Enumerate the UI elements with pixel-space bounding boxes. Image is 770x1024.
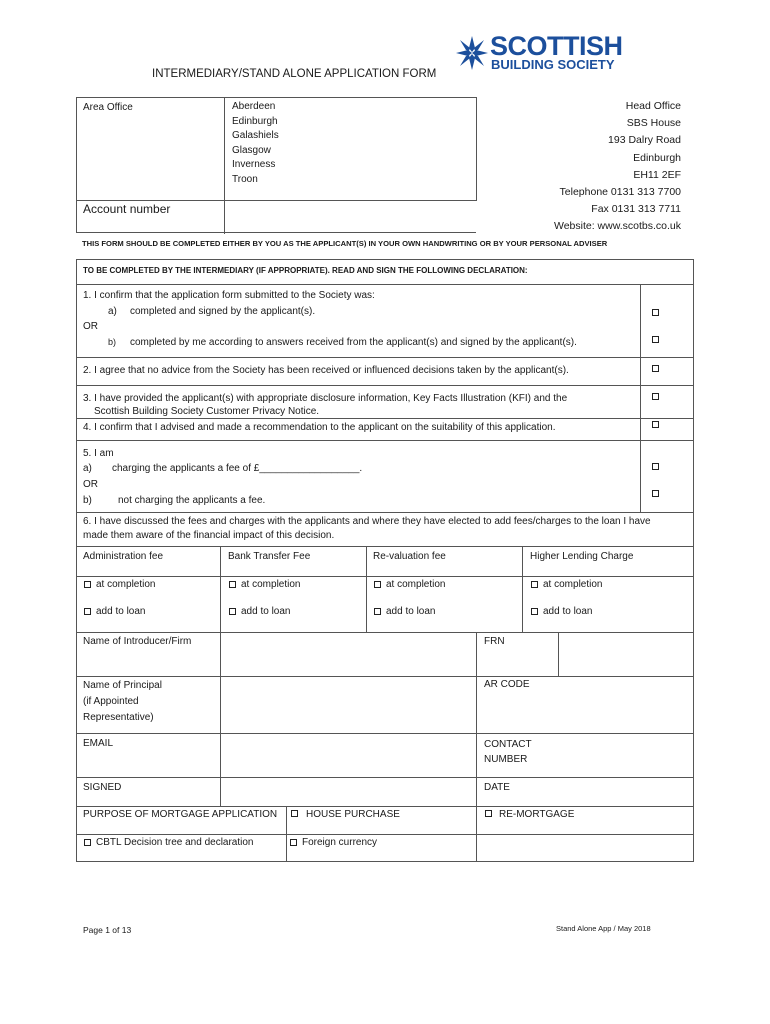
fee-header-bank-transfer: Bank Transfer Fee	[228, 551, 311, 562]
item-4-checkbox[interactable]	[652, 421, 659, 428]
item-5b-text: not charging the applicants a fee.	[118, 495, 266, 506]
completion-notice: THIS FORM SHOULD BE COMPLETED EITHER BY YOU AS THE APPLICANT(S) IN YOUR OWN HANDWRITING OR BY YOUR PERSONAL ADVISER	[82, 239, 608, 248]
admin-completion-checkbox[interactable]	[84, 581, 91, 588]
head-office-line: EH11 2EF	[633, 168, 681, 181]
introducer-input[interactable]	[221, 634, 475, 676]
foreign-currency-checkbox[interactable]	[290, 839, 297, 846]
office-item: Galashiels	[232, 130, 279, 141]
declaration-item-2: 2. I agree that no advice from the Society has been received or influenced decisions taken by the applicant(s).	[83, 365, 569, 376]
page-number: Page 1 of 13	[83, 925, 132, 935]
email-label: EMAIL	[83, 738, 114, 749]
head-office-line: Telephone 0131 313 7700	[559, 186, 681, 199]
declaration-heading: TO BE COMPLETED BY THE INTERMEDIARY (IF APPROPRIATE). READ AND SIGN THE FOLLOWING DECLARATION:	[83, 266, 528, 275]
remortgage-label: RE-MORTGAGE	[499, 809, 575, 820]
option-label: at completion	[386, 579, 446, 590]
principal-label	[83, 678, 162, 726]
item-2-checkbox[interactable]	[652, 365, 659, 372]
option-label: add to loan	[386, 606, 436, 617]
option-label: add to loan	[241, 606, 291, 617]
principal-input[interactable]	[221, 677, 475, 733]
signature-input[interactable]	[221, 778, 475, 806]
item-3-checkbox[interactable]	[652, 393, 659, 400]
declaration-item-5: 5. I am	[83, 448, 114, 459]
principal-label-line: Representative)	[83, 712, 154, 723]
reval-add-to-loan-checkbox[interactable]	[374, 608, 381, 615]
foreign-currency-label: Foreign currency	[302, 837, 378, 848]
item-1a-text: completed and signed by the applicant(s).	[130, 306, 316, 317]
admin-add-to-loan-checkbox[interactable]	[84, 608, 91, 615]
item-1b-checkbox[interactable]	[652, 336, 659, 343]
head-office-address	[490, 98, 681, 236]
office-item: Glasgow	[232, 144, 271, 156]
item-5b-checkbox[interactable]	[652, 490, 659, 497]
date-label: DATE	[484, 782, 510, 793]
declaration-item-3-line-1: 3. I have provided the applicant(s) with appropriate disclosure information, Key Facts Illustration (KFI) and the	[83, 393, 568, 404]
declaration-item-3-line-2: Scottish Building Society Customer Privacy Notice.	[94, 406, 320, 417]
principal-label-line: (if Appointed	[83, 696, 139, 707]
item-5b-letter: b)	[83, 495, 92, 506]
bank-completion-checkbox[interactable]	[229, 581, 236, 588]
option-label: at completion	[96, 579, 156, 590]
item-5a-letter: a)	[83, 463, 92, 474]
head-office-line: Edinburgh	[633, 151, 681, 164]
saltire-star-icon	[454, 34, 490, 72]
purpose-label: PURPOSE OF MORTGAGE APPLICATION	[83, 809, 278, 820]
introducer-label: Name of Introducer/Firm	[83, 636, 192, 647]
option-label: add to loan	[543, 606, 593, 617]
item-5a-text: charging the applicants a fee of £__________________.	[112, 463, 363, 474]
hlc-completion-checkbox[interactable]	[531, 581, 538, 588]
account-number-field[interactable]	[226, 202, 476, 234]
hlc-add-to-loan-checkbox[interactable]	[531, 608, 538, 615]
contact-number-label	[484, 737, 532, 767]
head-office-line: Fax 0131 313 7711	[591, 203, 681, 216]
office-item: Inverness	[232, 159, 276, 170]
frn-input[interactable]	[559, 634, 693, 676]
house-purchase-label: HOUSE PURCHASE	[306, 809, 400, 820]
principal-label-line: Name of Principal	[83, 680, 162, 691]
logo-line-1: SCOTTISH	[490, 31, 623, 61]
reval-completion-checkbox[interactable]	[374, 581, 381, 588]
account-number-label: Account number	[83, 202, 171, 216]
option-label: at completion	[241, 579, 301, 590]
declaration-item-1: 1. I confirm that the application form submitted to the Society was:	[83, 290, 375, 301]
frn-label: FRN	[484, 636, 505, 647]
bank-add-to-loan-checkbox[interactable]	[229, 608, 236, 615]
contact-label-line: NUMBER	[484, 754, 528, 765]
contact-label-line: CONTACT	[484, 739, 532, 750]
item-1b-text: completed by me according to answers received from the applicant(s) and signed by the applicant(s).	[130, 337, 577, 348]
option-label: at completion	[543, 579, 603, 590]
fee-header-revaluation: Re-valuation fee	[373, 551, 446, 562]
logo-line-2: BUILDING SOCIETY	[491, 57, 615, 72]
fee-header-admin: Administration fee	[83, 551, 164, 562]
office-item: Troon	[232, 173, 258, 185]
ar-code-input[interactable]	[477, 690, 693, 733]
cbtl-label: CBTL Decision tree and declaration	[96, 837, 254, 848]
ar-code-label: AR CODE	[484, 679, 530, 690]
contact-number-input[interactable]	[540, 734, 693, 777]
or-text: OR	[83, 479, 98, 490]
head-office-line: SBS House	[626, 117, 681, 130]
fee-header-higher-lending: Higher Lending Charge	[530, 551, 634, 562]
declaration-item-6-line-1: 6. I have discussed the fees and charges with the applicants and where they have elected to add fees/charges to the loan I have	[83, 516, 651, 527]
remortgage-checkbox[interactable]	[485, 810, 492, 817]
head-office-line: Head Office	[625, 100, 681, 112]
signed-label: SIGNED	[83, 782, 122, 793]
declaration-item-6-line-2: made them aware of the financial impact of this decision.	[83, 530, 335, 541]
area-office-label: Area Office	[83, 102, 133, 113]
scottish-building-society-logo	[454, 32, 624, 76]
item-5a-checkbox[interactable]	[652, 463, 659, 470]
document-reference: Stand Alone App / May 2018	[556, 924, 651, 933]
head-office-line: 193 Dalry Road	[608, 134, 681, 147]
form-title: INTERMEDIARY/STAND ALONE APPLICATION FORM	[152, 68, 437, 80]
cbtl-checkbox[interactable]	[84, 839, 91, 846]
date-input[interactable]	[520, 778, 693, 806]
email-input[interactable]	[221, 734, 475, 777]
office-list	[232, 100, 279, 187]
or-text: OR	[83, 321, 98, 332]
option-label: add to loan	[96, 606, 146, 617]
office-item: Aberdeen	[232, 101, 276, 112]
declaration-item-4: 4. I confirm that I advised and made a recommendation to the applicant on the suitability of this application.	[83, 422, 556, 433]
house-purchase-checkbox[interactable]	[291, 810, 298, 817]
item-1a-letter: a)	[108, 306, 117, 317]
item-1b-letter: b)	[108, 337, 117, 347]
item-1a-checkbox[interactable]	[652, 309, 659, 316]
office-item: Edinburgh	[232, 115, 278, 127]
head-office-line: Website: www.scotbs.co.uk	[553, 220, 681, 233]
